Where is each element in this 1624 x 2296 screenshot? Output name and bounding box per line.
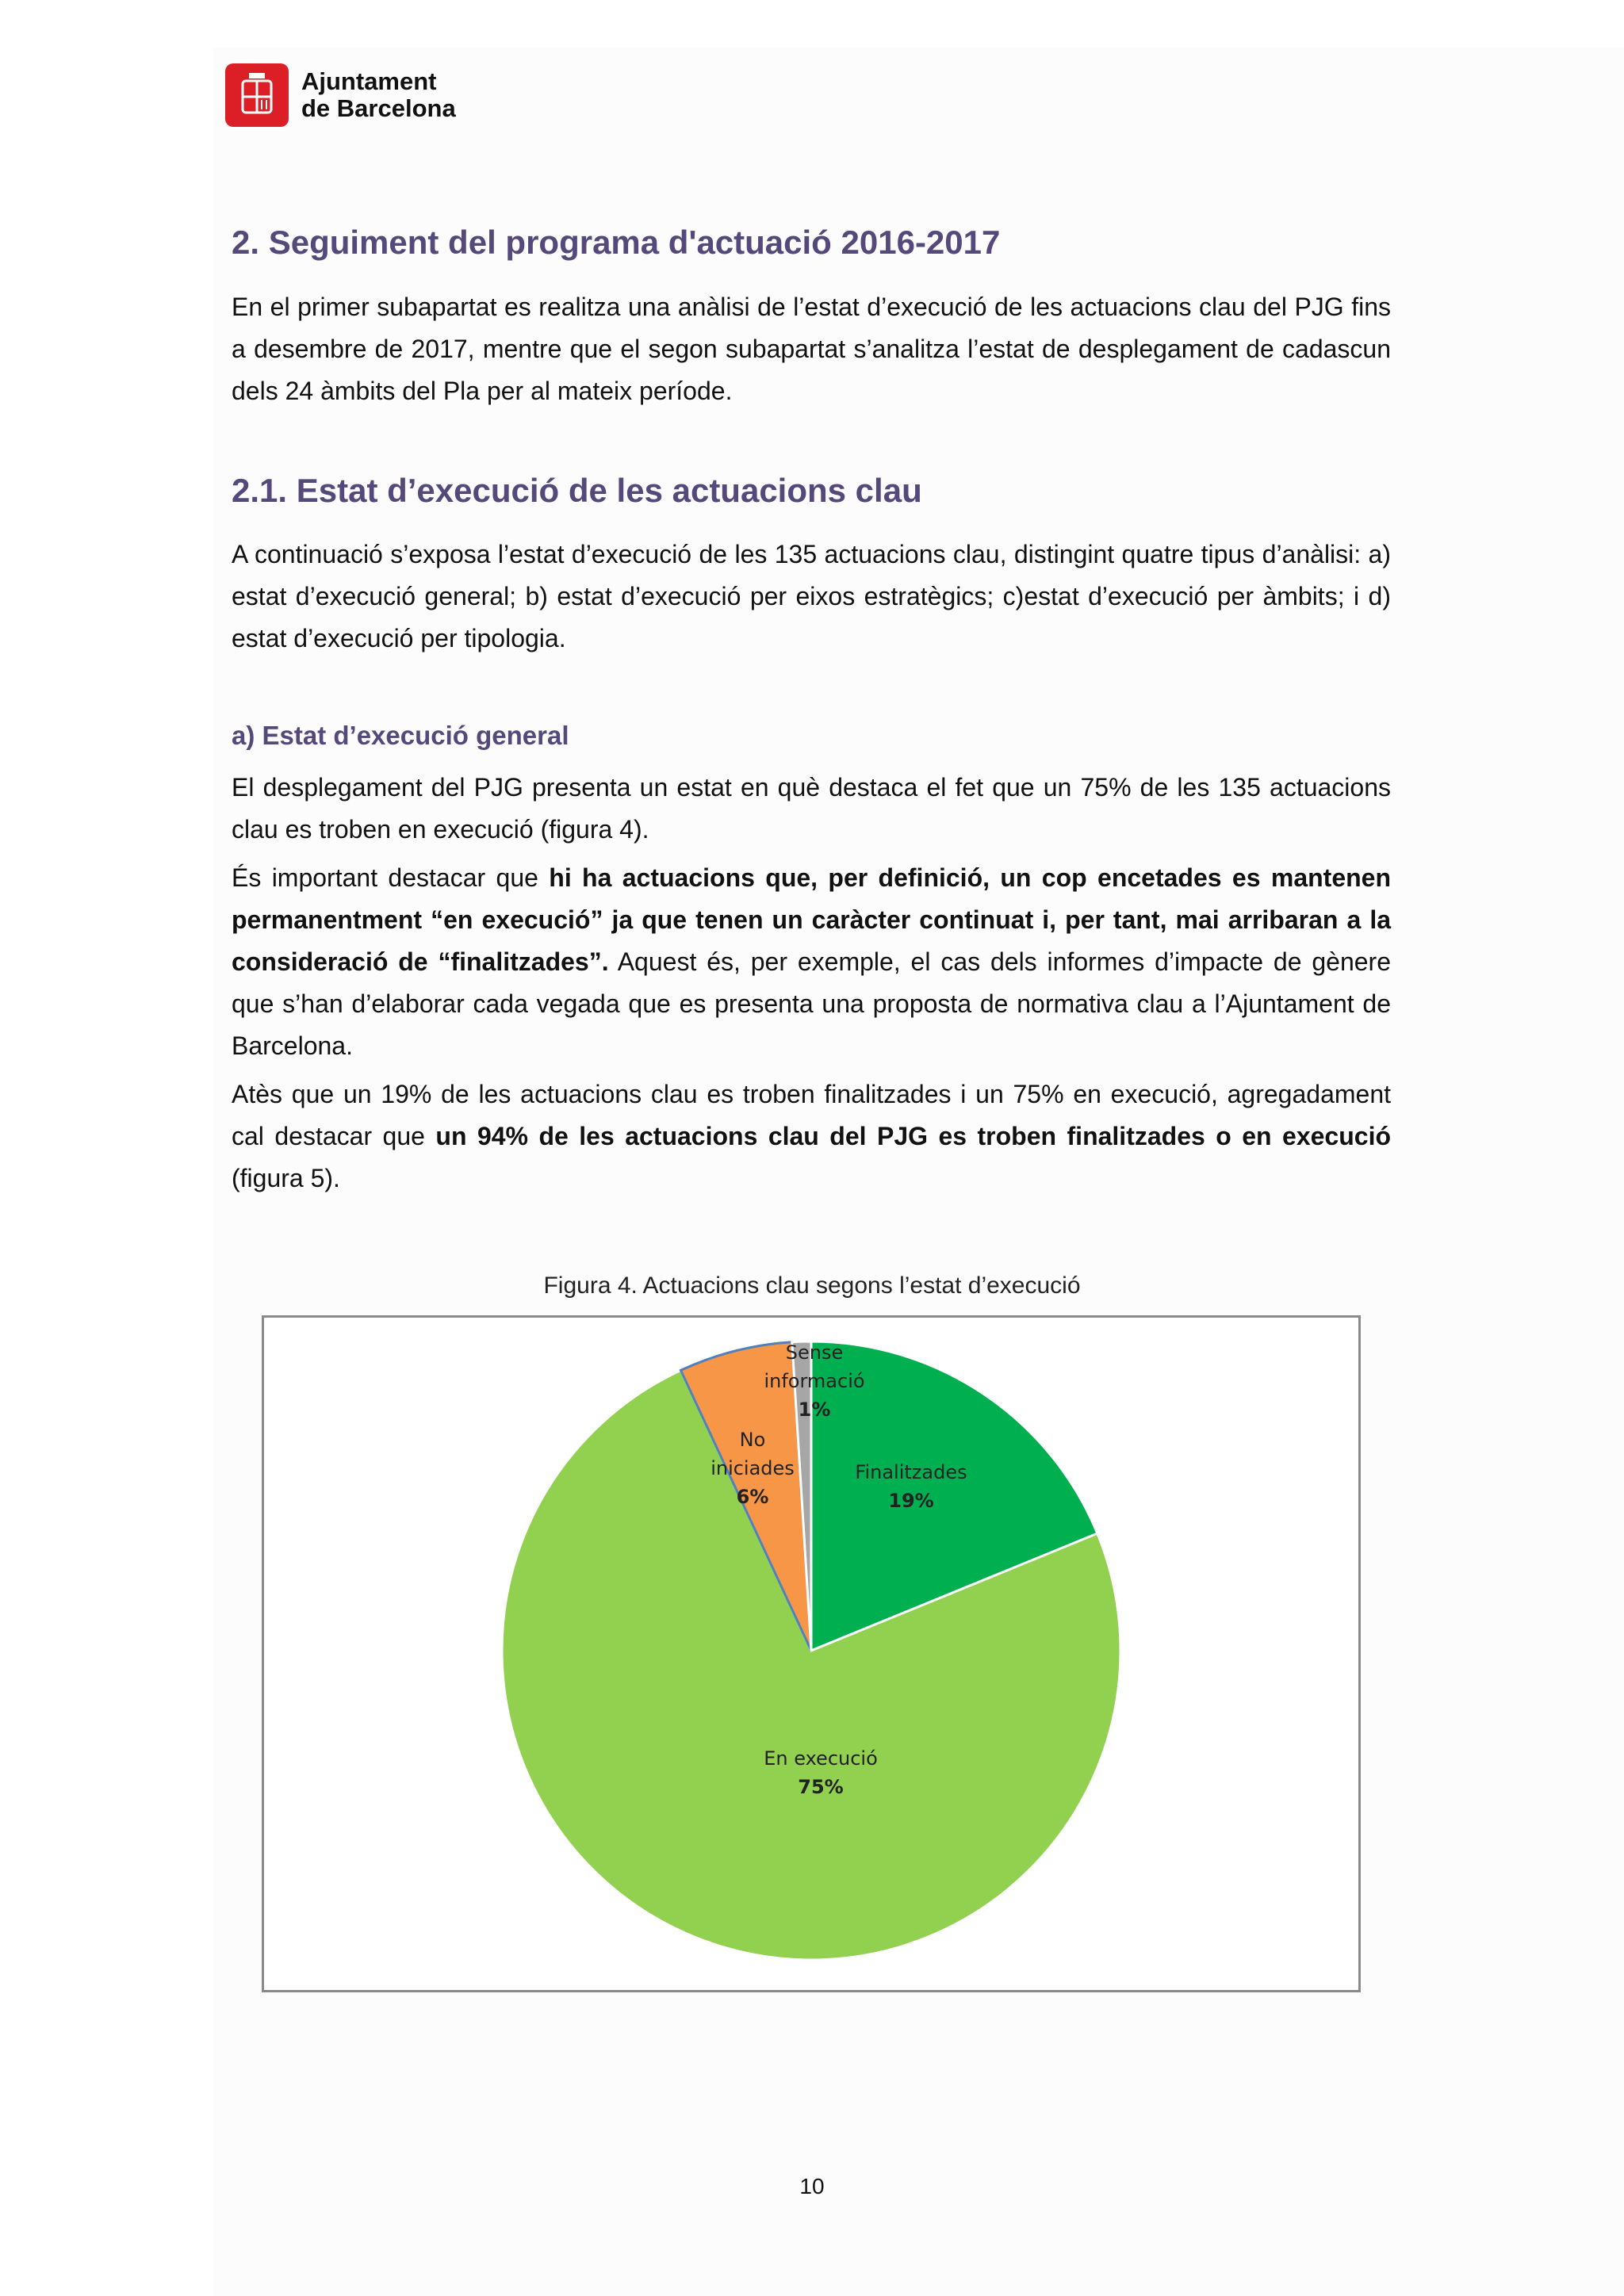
paragraph-2 — [232, 857, 1391, 1067]
figure-4-chart — [262, 1315, 1361, 1992]
pie-label-no-iniciades: No — [739, 1429, 766, 1451]
paragraph-3 — [232, 1073, 1391, 1200]
paragraph-1: El desplegament del PJG presenta un estat en què destaca el fet que un 75% de les 135 actuacions clau es troben en execució (figura 4). — [232, 773, 1391, 844]
barcelona-shield-icon — [225, 63, 289, 127]
pie-chart — [264, 1318, 1358, 1990]
pie-value-finalitzades: 19% — [888, 1490, 934, 1512]
logo-line-1: Ajuntament — [301, 67, 437, 95]
paragraph-2-end: Aquest és, per exemple, el cas dels informes d’impacte de gènere que s’han d’elaborar cada vegada que es presenta una proposta de normativa clau a l’Ajuntament de Barcelona. — [232, 947, 1392, 1060]
paragraph-3-end: (figura 5). — [232, 1164, 340, 1192]
pie-label-no-iniciades: iniciades — [710, 1457, 795, 1479]
pie-label-sense-informaci-: Sense — [785, 1341, 844, 1364]
section-2-title: 2. Seguiment del programa d'actuació 2016-2017 — [232, 224, 1001, 261]
logo-line-2: de Barcelona — [301, 94, 456, 122]
pie-label-en-execuci-: En execució — [764, 1747, 878, 1770]
section-2-body — [232, 286, 1391, 412]
subsection-a-title: a) Estat d’execució general — [232, 721, 569, 750]
paragraph-2-start: És important destacar que — [232, 863, 550, 892]
paragraph-3-start: Atès que un 19% de les actuacions clau es troben finalitzades i un 75% en execució, agregadament cal destacar que — [232, 1080, 1391, 1150]
figure-4-caption: Figura 4. Actuacions clau segons l’estat d’execució — [543, 1272, 1081, 1299]
pie-label-sense-informaci-: informació — [764, 1370, 865, 1392]
pie-value-no-iniciades: 6% — [736, 1486, 769, 1508]
logo-text — [301, 68, 456, 122]
paragraph-3-bold: un 94% de les actuacions clau del PJG es troben finalitzades o en execució — [435, 1122, 1392, 1150]
subsection-a — [232, 721, 1391, 751]
page-number: 10 — [799, 2174, 825, 2198]
section-2-1 — [232, 472, 1391, 510]
pie-label-finalitzades: Finalitzades — [855, 1461, 967, 1483]
section-2-1-body — [232, 534, 1391, 660]
pie-value-en-execuci-: 75% — [798, 1776, 844, 1798]
section-2-1-intro: A continuació s’exposa l’estat d’execució de les 135 actuacions clau, distingint quatre tipus d’anàlisi: a) estat d’execució general; b) estat d’execució per eixos estratègics; c)estat d’execució per àmbits; i d) estat d’execució per tipologia. — [232, 540, 1391, 652]
section-2-1-title: 2.1. Estat d’execució de les actuacions clau — [232, 472, 922, 509]
ajuntament-logo — [225, 63, 456, 127]
section-2 — [232, 224, 1391, 262]
subsection-a-body — [232, 767, 1391, 1200]
section-2-intro: En el primer subapartat es realitza una anàlisi de l’estat d’execució de les actuacions clau del PJG fins a desembre de 2017, mentre que el segon subapartat s’analitza l’estat de desplegament de cadascun dels 24 àmbits del Pla per al mateix període. — [232, 293, 1391, 405]
paragraph-2-bold: hi ha actuacions que, per definició, un cop encetades es mantenen permanentment “en execució” ja que tenen un caràcter continuat i, per tant, mai arribaran a la consideració de “finalitzades”. — [232, 863, 1392, 976]
pie-value-sense-informaci-: 1% — [798, 1399, 831, 1421]
